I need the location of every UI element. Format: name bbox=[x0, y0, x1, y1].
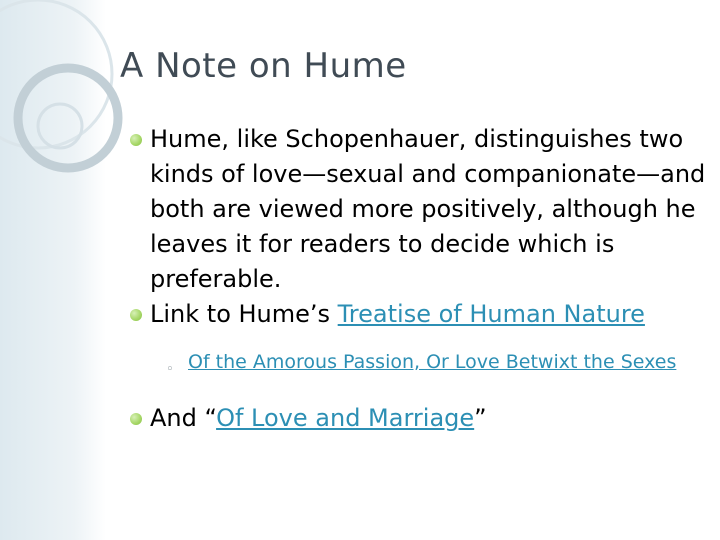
bullet-dot-icon bbox=[130, 413, 142, 425]
bullet-dot-icon bbox=[130, 309, 142, 321]
amorous-passion-link[interactable]: Of the Amorous Passion, Or Love Betwixt the Sexes bbox=[188, 351, 677, 373]
love-and-marriage-link[interactable]: Of Love and Marriage bbox=[216, 404, 475, 432]
bullet-item bbox=[130, 297, 710, 332]
bullet-prefix: And “ bbox=[150, 404, 217, 432]
bullet-suffix: ” bbox=[474, 404, 487, 432]
slide-title: A Note on Hume bbox=[120, 46, 407, 86]
deco-circle-ring bbox=[18, 68, 118, 168]
slide-body bbox=[130, 122, 710, 436]
sub-bullet-ring-icon: ◦ bbox=[166, 362, 174, 377]
bullet-prefix: Link to Hume’s bbox=[150, 300, 338, 328]
treatise-link[interactable]: Treatise of Human Nature bbox=[337, 300, 645, 328]
bullet-text: Hume, like Schopenhauer, distinguishes two kinds of love—sexual and companionate—and both are viewed more positively, although he leaves it for readers to decide which is preferable. bbox=[150, 125, 706, 293]
deco-circle-small bbox=[38, 104, 82, 148]
sub-bullet-item bbox=[166, 348, 710, 377]
bullet-item bbox=[130, 401, 710, 436]
bullet-item bbox=[130, 122, 710, 297]
bullet-dot-icon bbox=[130, 134, 142, 146]
